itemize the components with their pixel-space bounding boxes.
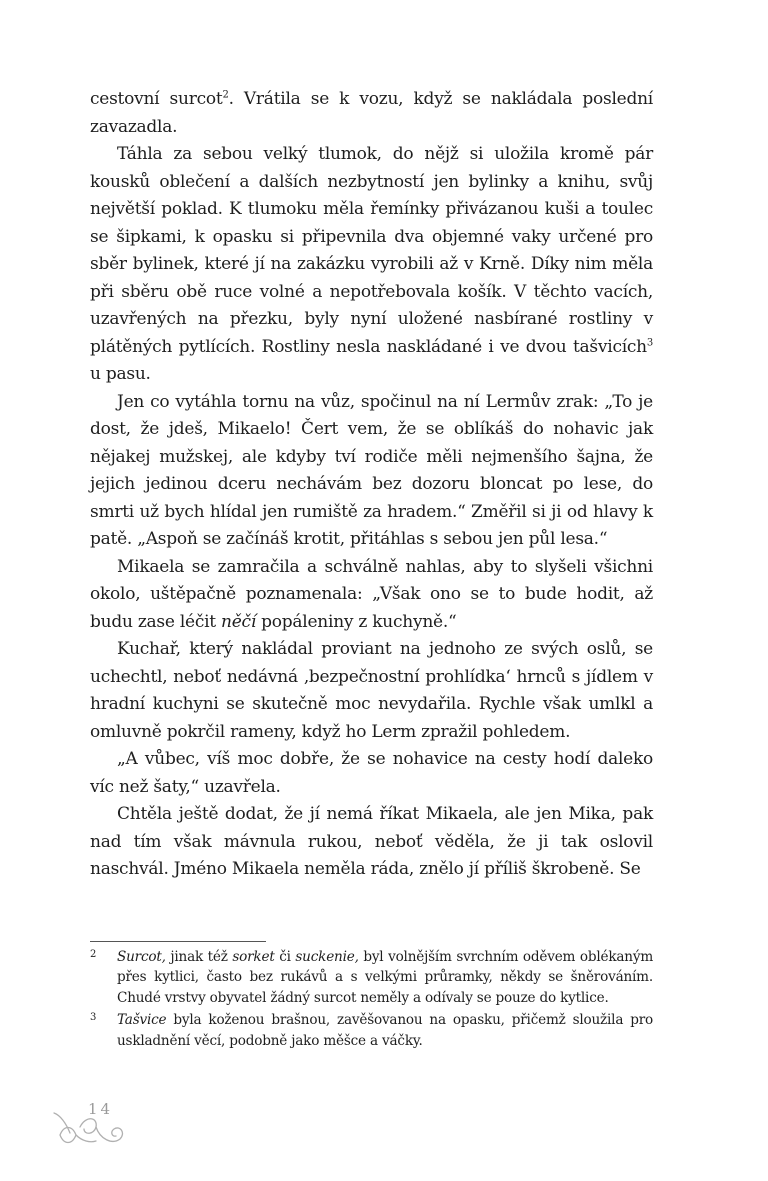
paragraph-3: Jen co vytáhla tornu na vůz, spočinul na ní Lermův zrak: „To je dost, že jdeš, Mikaelo! Čert vem, že se oblíkáš do nohavic jak nějakej mužskej, ale kdyby tví rodiče měli nejmenšího šajna, že jejich jedinou dceru nechávám bez dozoru bloncat po lese, do smrti už bych hlídal jen rumiště za hradem.“ Změřil si ji od hlavy k patě. „Aspoň se začínáš krotit, přitáhlas s sebou jen půl lesa.“ (90, 391, 653, 549)
paragraph-6: „A vůbec, víš moc dobře, že se nohavice na cesty hodí daleko víc než šaty,“ uzavřela. (90, 749, 653, 797)
footnote-ref-2[interactable]: 2 (222, 89, 229, 101)
paragraph-1: cestovní surcot$^2$. Vrátila se k vozu, když se nakládala poslední zavazadla. (90, 89, 653, 137)
page-number: 14 (88, 1100, 114, 1118)
footnote-divider (90, 941, 266, 942)
footnote-3: 3 Tašvice byla koženou brašnou, zavěšovanou na opasku, přičemž sloužila pro uskladnění věcí, podobně jako měšce a váčky. (90, 1012, 653, 1049)
floral-scroll-ornament-icon (50, 1105, 130, 1155)
footnote-ref-3[interactable]: 3 (646, 336, 653, 348)
footnote-number: 3 (90, 1012, 97, 1024)
paragraph-4: Mikaela se zamračila a schválně nahlas, aby to slyšeli všichni okolo, uštěpačně poznamenala: „Však ono se to bude hodit, až budu zase léčit něčí popáleniny z kuchyně.“ (90, 556, 653, 632)
paragraph-5: Kuchař, který nakládal proviant na jednoho ze svých oslů, se uchechtl, neboť nedávná ‚bezpečnostní prohlídka‘ hrnců s jídlem v hradní kuchyni se skutečně moc nevydařila. Rychle však umlkl a omluvně pokrčil rameny, když ho Lerm zpražil pohledem. (90, 639, 653, 742)
paragraph-7: Chtěla ještě dodat, že jí nemá říkat Mikaela, ale jen Mika, pak nad tím však mávnula rukou, neboť věděla, že ji tak oslovil naschvál. Jméno Mikaela neměla ráda, znělo jí příliš škrobeně. Se (90, 804, 653, 879)
footnote-number: 2 (90, 949, 97, 960)
main-text (90, 86, 653, 884)
footnotes (90, 947, 653, 1053)
footnote-2: 2 Surcot, jinak též sorket či suckenie, byl volnějším svrchním oděvem oblékaným přes kytlici, často bez rukávů a s velkými průramky, někdy se šněrováním. Chudé vrstvy obyvatel žádný surcot neměly a odívaly se pouze do kytlice. (90, 949, 654, 1006)
paragraph-2: Táhla za sebou velký tlumok, do nějž si uložila kromě pár kousků oblečení a dalších nezbytností jen bylinky a knihu, svůj největší poklad. K tlumoku měla řemínky přivázanou kuši a toulec se šipkami, k opasku si připevnila dva objemné vaky určené pro sběr bylinek, které jí na zakázku vyrobili až v Krně. Díky nim měla při sběru obě ruce volné a nepotřebovala košík. V těchto vacích, uzavřených na přezku, byly nyní uložené nasbírané rostliny v plátěných pytlících. Rostliny nesla naskládané i ve dvou tašvicích$^3$ u pasu. (90, 144, 653, 384)
